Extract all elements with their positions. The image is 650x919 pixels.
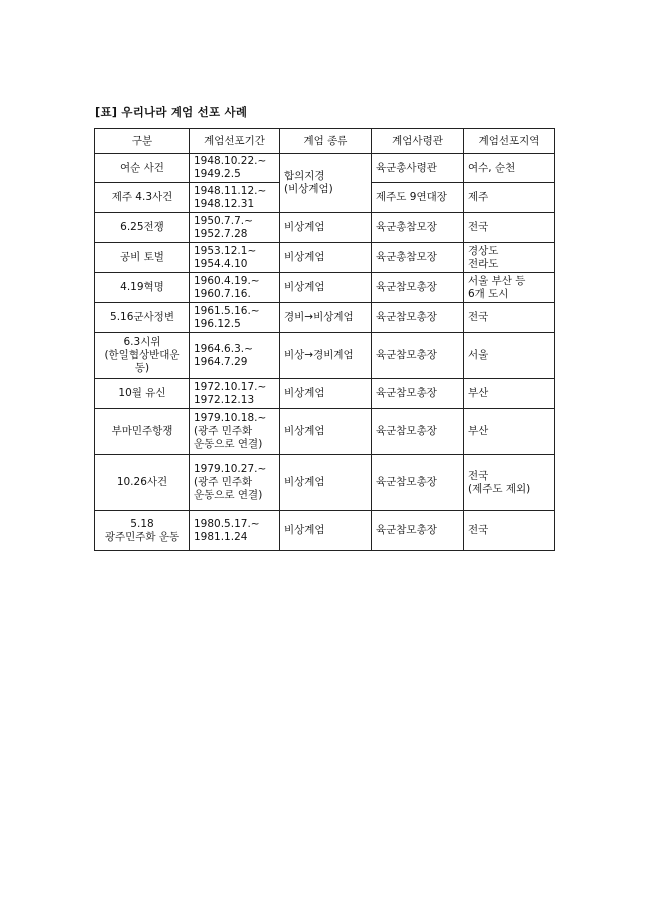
type-cell-text: 비상→경비계엄 bbox=[284, 349, 354, 361]
commander-cell-text: 육군총참모장 bbox=[376, 251, 437, 263]
type-cell bbox=[280, 455, 372, 511]
period-cell-text: 1961.5.16.~ bbox=[194, 304, 260, 317]
type-cell-text: 경비→비상계엄 bbox=[284, 311, 354, 323]
table-row bbox=[95, 511, 555, 551]
event-cell bbox=[95, 154, 190, 183]
commander-cell bbox=[372, 273, 464, 303]
region-cell-text: 서울 bbox=[468, 349, 489, 361]
commander-cell-text: 육군참모총장 bbox=[376, 425, 437, 437]
event-cell bbox=[95, 273, 190, 303]
region-cell bbox=[464, 409, 555, 455]
event-cell-text: 4.19혁명 bbox=[120, 281, 164, 293]
type-cell-text: 비상계엄 bbox=[284, 524, 325, 536]
event-cell-text: 동) bbox=[134, 362, 150, 374]
event-cell-text: 6.25전쟁 bbox=[120, 221, 164, 233]
period-cell-text: 1948.11.12.~ bbox=[194, 184, 267, 197]
type-cell bbox=[280, 303, 372, 333]
region-cell bbox=[464, 333, 555, 379]
region-cell bbox=[464, 511, 555, 551]
region-cell-text: (제주도 제외) bbox=[468, 482, 531, 495]
period-cell-text: 1954.4.10 bbox=[194, 257, 248, 270]
period-cell bbox=[190, 154, 280, 183]
period-cell bbox=[190, 213, 280, 243]
header-commander: 계엄사령관 bbox=[372, 129, 464, 154]
event-cell bbox=[95, 303, 190, 333]
period-cell-text: 1972.10.17.~ bbox=[194, 380, 267, 393]
header-region: 계엄선포지역 bbox=[464, 129, 555, 154]
period-cell bbox=[190, 455, 280, 511]
table-row bbox=[95, 243, 555, 273]
period-cell-text: 운동으로 연결) bbox=[194, 438, 263, 450]
period-cell-text: 운동으로 연결) bbox=[194, 489, 263, 501]
commander-cell-text: 제주도 9연대장 bbox=[376, 191, 447, 203]
region-cell bbox=[464, 213, 555, 243]
region-cell bbox=[464, 154, 555, 183]
period-cell-text: 1964.7.29 bbox=[194, 355, 248, 368]
event-cell-text: 광주민주화 운동 bbox=[104, 530, 180, 543]
region-cell-text: 서울 부산 등 bbox=[468, 274, 526, 287]
event-cell bbox=[95, 183, 190, 213]
type-cell-text: 비상계엄 bbox=[284, 476, 325, 488]
region-cell-text: 여수, 순천 bbox=[468, 161, 516, 174]
type-cell-text: 비상계엄 bbox=[284, 387, 325, 399]
event-cell-text: 5.18 bbox=[130, 517, 154, 530]
period-cell-text: 1960.4.19.~ bbox=[194, 274, 260, 287]
period-cell bbox=[190, 273, 280, 303]
event-cell-text: 5.16군사정변 bbox=[110, 311, 174, 323]
event-cell-text: 공비 토벌 bbox=[120, 251, 164, 263]
commander-cell-text: 육군총참모장 bbox=[376, 221, 437, 233]
commander-cell bbox=[372, 409, 464, 455]
header-period: 계엄선포기간 bbox=[190, 129, 280, 154]
period-cell-text: 1960.7.16. bbox=[194, 287, 251, 300]
event-cell-text: 부마민주항쟁 bbox=[111, 425, 173, 437]
type-cell bbox=[280, 273, 372, 303]
region-cell-text: 제주 bbox=[468, 191, 489, 203]
header-type: 계엄 종류 bbox=[280, 129, 372, 154]
region-cell-text: 전국 bbox=[468, 221, 489, 233]
table-row bbox=[95, 303, 555, 333]
table-header-row bbox=[95, 129, 555, 154]
type-cell-text: 비상계엄 bbox=[284, 281, 325, 293]
table-row bbox=[95, 154, 555, 183]
commander-cell bbox=[372, 154, 464, 183]
region-cell bbox=[464, 455, 555, 511]
period-cell-text: 1964.6.3.~ bbox=[194, 342, 253, 355]
region-cell-text: 전국 bbox=[468, 469, 489, 482]
event-cell-text: 제주 4.3사건 bbox=[111, 191, 173, 203]
type-cell bbox=[280, 379, 372, 409]
period-cell-text: 1980.5.17.~ bbox=[194, 517, 260, 530]
event-cell-text: 10.26사건 bbox=[116, 476, 168, 488]
period-cell bbox=[190, 243, 280, 273]
type-cell bbox=[280, 511, 372, 551]
type-cell bbox=[280, 243, 372, 273]
commander-cell-text: 육군참모총장 bbox=[376, 387, 437, 399]
event-cell-text: 6.3시위 bbox=[123, 336, 161, 348]
period-cell-text: 1950.7.7.~ bbox=[194, 214, 253, 227]
commander-cell-text: 육군참모총장 bbox=[376, 311, 437, 323]
header-event: 구분 bbox=[95, 129, 190, 154]
period-cell-text: 196.12.5 bbox=[194, 317, 241, 330]
region-cell bbox=[464, 379, 555, 409]
commander-cell bbox=[372, 455, 464, 511]
region-cell-text: 경상도 bbox=[468, 244, 499, 257]
region-cell-text: 전국 bbox=[468, 524, 489, 536]
commander-cell-text: 육군총사령관 bbox=[376, 161, 437, 174]
period-cell-text: (광주 민주화 bbox=[194, 425, 253, 437]
region-cell-text: 전라도 bbox=[468, 257, 499, 270]
region-cell-text: 6개 도시 bbox=[468, 287, 509, 300]
period-cell-text: 1948.10.22.~ bbox=[194, 155, 267, 167]
table-row bbox=[95, 333, 555, 379]
type-cell-text: (비상계엄) bbox=[284, 183, 333, 195]
type-cell-text: 비상계엄 bbox=[284, 221, 325, 233]
table-body bbox=[95, 154, 555, 551]
type-cell bbox=[280, 409, 372, 455]
period-cell-text: 1948.12.31 bbox=[194, 197, 255, 210]
table-caption: [표] 우리나라 계엄 선포 사례 bbox=[95, 105, 248, 119]
commander-cell-text: 육군참모총장 bbox=[376, 281, 437, 293]
commander-cell bbox=[372, 243, 464, 273]
table-row bbox=[95, 455, 555, 511]
region-cell bbox=[464, 183, 555, 213]
region-cell-text: 부산 bbox=[468, 387, 489, 399]
period-cell bbox=[190, 409, 280, 455]
period-cell bbox=[190, 379, 280, 409]
region-cell-text: 전국 bbox=[468, 311, 489, 323]
period-cell-text: 1972.12.13 bbox=[194, 393, 255, 406]
commander-cell-text: 육군참모총장 bbox=[376, 524, 437, 536]
event-cell bbox=[95, 379, 190, 409]
event-cell bbox=[95, 243, 190, 273]
commander-cell bbox=[372, 511, 464, 551]
region-cell-text: 부산 bbox=[468, 425, 489, 437]
event-cell bbox=[95, 333, 190, 379]
commander-cell bbox=[372, 333, 464, 379]
period-cell bbox=[190, 511, 280, 551]
period-cell-text: 1949.2.5 bbox=[194, 168, 241, 180]
commander-cell bbox=[372, 183, 464, 213]
commander-cell-text: 육군참모총장 bbox=[376, 349, 437, 361]
period-cell-text: (광주 민주화 bbox=[194, 476, 253, 488]
type-cell bbox=[280, 333, 372, 379]
period-cell-text: 1981.1.24 bbox=[194, 530, 248, 543]
type-cell bbox=[280, 154, 372, 213]
event-cell bbox=[95, 409, 190, 455]
event-cell-text: 10월 유신 bbox=[118, 387, 166, 399]
commander-cell bbox=[372, 379, 464, 409]
event-cell-text: 여순 사건 bbox=[120, 161, 164, 174]
period-cell bbox=[190, 333, 280, 379]
type-cell-text: 비상계엄 bbox=[284, 425, 325, 437]
table-row bbox=[95, 213, 555, 243]
table-row bbox=[95, 273, 555, 303]
martial-law-table bbox=[94, 128, 555, 551]
region-cell bbox=[464, 243, 555, 273]
table-row bbox=[95, 409, 555, 455]
commander-cell-text: 육군참모총장 bbox=[376, 476, 437, 488]
period-cell-text: 1952.7.28 bbox=[194, 227, 248, 240]
table-row bbox=[95, 379, 555, 409]
event-cell-text: (한일협상반대운 bbox=[104, 349, 180, 361]
period-cell-text: 1979.10.18.~ bbox=[194, 412, 267, 424]
event-cell bbox=[95, 511, 190, 551]
period-cell bbox=[190, 303, 280, 333]
period-cell-text: 1953.12.1~ bbox=[194, 244, 257, 257]
period-cell bbox=[190, 183, 280, 213]
region-cell bbox=[464, 273, 555, 303]
commander-cell bbox=[372, 303, 464, 333]
period-cell-text: 1979.10.27.~ bbox=[194, 463, 267, 475]
type-cell-text: 비상계엄 bbox=[284, 251, 325, 263]
type-cell bbox=[280, 213, 372, 243]
region-cell bbox=[464, 303, 555, 333]
commander-cell bbox=[372, 213, 464, 243]
type-cell-text: 합의지경 bbox=[284, 170, 325, 182]
event-cell bbox=[95, 213, 190, 243]
event-cell bbox=[95, 455, 190, 511]
